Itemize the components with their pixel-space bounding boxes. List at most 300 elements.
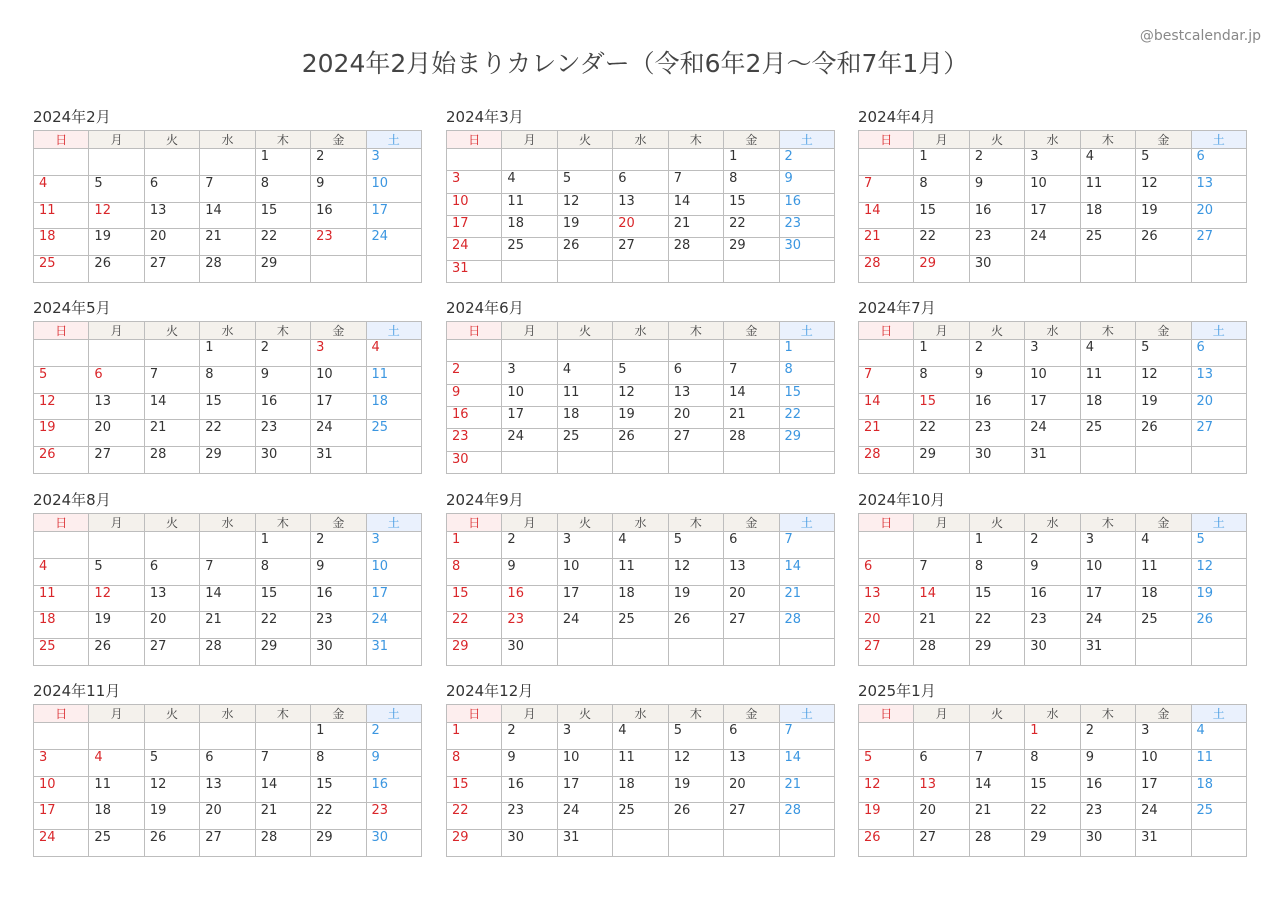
day-cell: 6 xyxy=(724,723,779,750)
empty-cell xyxy=(89,340,144,367)
week-row xyxy=(447,340,835,362)
day-cell: 2 xyxy=(969,149,1024,176)
day-cell: 17 xyxy=(366,585,421,612)
day-cell: 21 xyxy=(859,229,914,256)
day-cell: 29 xyxy=(969,639,1024,666)
day-cell: 22 xyxy=(779,406,834,428)
day-cell: 21 xyxy=(969,803,1024,830)
weekday-cell: 月 xyxy=(502,705,557,723)
weekday-cell: 日 xyxy=(34,705,89,723)
day-cell: 25 xyxy=(1080,420,1135,447)
day-cell: 24 xyxy=(311,420,366,447)
day-cell: 12 xyxy=(89,202,144,229)
day-cell: 16 xyxy=(502,585,557,612)
day-cell: 30 xyxy=(969,447,1024,474)
weekday-cell: 火 xyxy=(144,514,199,532)
empty-cell xyxy=(1191,830,1246,857)
day-cell: 27 xyxy=(200,830,255,857)
month-calendar xyxy=(446,108,835,283)
day-cell: 8 xyxy=(914,175,969,202)
month-label: 2024年12月 xyxy=(446,682,534,700)
day-cell: 20 xyxy=(724,776,779,803)
day-cell: 29 xyxy=(311,830,366,857)
day-cell: 4 xyxy=(366,340,421,367)
day-cell: 18 xyxy=(1080,393,1135,420)
empty-cell xyxy=(200,723,255,750)
empty-cell xyxy=(144,149,199,176)
day-cell: 4 xyxy=(1136,532,1191,559)
day-cell: 18 xyxy=(89,803,144,830)
day-cell: 5 xyxy=(613,362,668,384)
week-row xyxy=(34,149,422,176)
day-cell: 12 xyxy=(557,193,612,215)
day-cell: 6 xyxy=(859,558,914,585)
day-cell: 22 xyxy=(724,215,779,237)
empty-cell xyxy=(668,451,723,473)
weekday-cell: 金 xyxy=(1136,322,1191,340)
day-cell: 16 xyxy=(969,202,1024,229)
week-row xyxy=(447,639,835,666)
day-cell: 6 xyxy=(144,558,199,585)
day-cell: 11 xyxy=(502,193,557,215)
day-cell: 18 xyxy=(1136,585,1191,612)
day-cell: 25 xyxy=(34,256,89,283)
week-row xyxy=(859,229,1247,256)
weekday-cell: 日 xyxy=(34,131,89,149)
day-cell: 31 xyxy=(1080,639,1135,666)
weekday-cell: 土 xyxy=(366,131,421,149)
day-cell: 12 xyxy=(1191,558,1246,585)
weekday-cell: 火 xyxy=(969,131,1024,149)
day-cell: 15 xyxy=(255,585,310,612)
day-cell: 3 xyxy=(366,149,421,176)
empty-cell xyxy=(859,723,914,750)
day-cell: 31 xyxy=(311,447,366,474)
day-cell: 17 xyxy=(311,393,366,420)
day-cell: 14 xyxy=(859,202,914,229)
day-cell: 3 xyxy=(502,362,557,384)
day-cell: 19 xyxy=(1136,393,1191,420)
weekday-cell: 日 xyxy=(34,514,89,532)
day-cell: 7 xyxy=(969,749,1024,776)
day-cell: 7 xyxy=(859,366,914,393)
day-cell: 21 xyxy=(668,215,723,237)
day-cell: 16 xyxy=(969,393,1024,420)
month-label: 2024年10月 xyxy=(858,491,946,509)
day-cell: 13 xyxy=(859,585,914,612)
week-row xyxy=(447,429,835,451)
day-cell: 1 xyxy=(447,723,502,750)
day-cell: 18 xyxy=(34,229,89,256)
day-cell: 26 xyxy=(1136,420,1191,447)
week-row xyxy=(447,384,835,406)
week-row xyxy=(34,723,422,750)
weekday-cell: 水 xyxy=(200,322,255,340)
day-cell: 22 xyxy=(200,420,255,447)
empty-cell xyxy=(34,532,89,559)
day-cell: 23 xyxy=(311,612,366,639)
day-cell: 24 xyxy=(447,238,502,260)
day-cell: 28 xyxy=(200,639,255,666)
day-cell: 6 xyxy=(613,171,668,193)
day-cell: 12 xyxy=(1136,366,1191,393)
day-cell: 14 xyxy=(724,384,779,406)
empty-cell xyxy=(859,340,914,367)
day-cell: 22 xyxy=(311,803,366,830)
day-cell: 10 xyxy=(366,558,421,585)
empty-cell xyxy=(89,532,144,559)
weekday-cell: 金 xyxy=(724,131,779,149)
day-cell: 8 xyxy=(447,558,502,585)
empty-cell xyxy=(724,260,779,282)
day-cell: 8 xyxy=(969,558,1024,585)
month-label: 2024年6月 xyxy=(446,299,524,317)
day-cell: 25 xyxy=(613,803,668,830)
week-row xyxy=(34,366,422,393)
empty-cell xyxy=(144,723,199,750)
weekday-cell: 木 xyxy=(668,322,723,340)
day-cell: 27 xyxy=(144,256,199,283)
empty-cell xyxy=(724,639,779,666)
week-row xyxy=(859,340,1247,367)
day-cell: 20 xyxy=(144,612,199,639)
empty-cell xyxy=(969,723,1024,750)
empty-cell xyxy=(89,723,144,750)
day-cell: 2 xyxy=(779,149,834,171)
day-cell: 20 xyxy=(1191,202,1246,229)
weekday-header xyxy=(447,131,835,149)
weekday-cell: 土 xyxy=(779,322,834,340)
day-cell: 1 xyxy=(914,340,969,367)
day-cell: 16 xyxy=(311,585,366,612)
week-row xyxy=(859,585,1247,612)
day-cell: 2 xyxy=(502,723,557,750)
day-cell: 14 xyxy=(859,393,914,420)
day-cell: 9 xyxy=(255,366,310,393)
day-cell: 18 xyxy=(366,393,421,420)
day-cell: 11 xyxy=(613,749,668,776)
day-cell: 1 xyxy=(311,723,366,750)
day-cell: 7 xyxy=(914,558,969,585)
day-cell: 4 xyxy=(34,558,89,585)
day-cell: 26 xyxy=(89,639,144,666)
month-label: 2024年3月 xyxy=(446,108,524,126)
weekday-cell: 水 xyxy=(200,514,255,532)
week-row xyxy=(859,256,1247,283)
week-row xyxy=(34,229,422,256)
day-cell: 25 xyxy=(34,639,89,666)
empty-cell xyxy=(1191,256,1246,283)
month-calendar xyxy=(858,491,1247,666)
week-row xyxy=(447,362,835,384)
day-cell: 20 xyxy=(89,420,144,447)
weekday-header xyxy=(859,514,1247,532)
day-cell: 30 xyxy=(1080,830,1135,857)
day-cell: 26 xyxy=(668,612,723,639)
weekday-cell: 金 xyxy=(1136,514,1191,532)
day-cell: 4 xyxy=(1080,149,1135,176)
day-cell: 15 xyxy=(1025,776,1080,803)
day-cell: 17 xyxy=(1025,202,1080,229)
weekday-cell: 火 xyxy=(557,514,612,532)
weekday-cell: 日 xyxy=(447,131,502,149)
day-cell: 1 xyxy=(914,149,969,176)
day-cell: 8 xyxy=(255,175,310,202)
weekday-header xyxy=(447,322,835,340)
day-cell: 14 xyxy=(144,393,199,420)
day-cell: 3 xyxy=(557,532,612,559)
day-cell: 28 xyxy=(969,830,1024,857)
day-cell: 23 xyxy=(311,229,366,256)
day-cell: 14 xyxy=(779,749,834,776)
day-cell: 19 xyxy=(613,406,668,428)
day-cell: 29 xyxy=(447,639,502,666)
week-row xyxy=(447,215,835,237)
page-title: 2024年2月始まりカレンダー（令和6年2月〜令和7年1月） xyxy=(301,49,969,78)
weekday-cell: 土 xyxy=(1191,322,1246,340)
weekday-cell: 金 xyxy=(724,705,779,723)
weekday-cell: 金 xyxy=(724,514,779,532)
weekday-header xyxy=(34,322,422,340)
week-row xyxy=(34,830,422,857)
empty-cell xyxy=(779,451,834,473)
day-cell: 17 xyxy=(557,776,612,803)
day-cell: 1 xyxy=(447,532,502,559)
day-cell: 12 xyxy=(1136,175,1191,202)
weekday-cell: 火 xyxy=(969,514,1024,532)
week-row xyxy=(34,639,422,666)
day-cell: 11 xyxy=(557,384,612,406)
month-table xyxy=(33,704,422,857)
day-cell: 5 xyxy=(859,749,914,776)
day-cell: 26 xyxy=(668,803,723,830)
day-cell: 17 xyxy=(502,406,557,428)
day-cell: 27 xyxy=(89,447,144,474)
day-cell: 4 xyxy=(613,532,668,559)
day-cell: 3 xyxy=(1025,340,1080,367)
day-cell: 7 xyxy=(668,171,723,193)
empty-cell xyxy=(1191,639,1246,666)
weekday-cell: 土 xyxy=(1191,705,1246,723)
empty-cell xyxy=(366,256,421,283)
day-cell: 23 xyxy=(447,429,502,451)
weekday-cell: 火 xyxy=(144,705,199,723)
day-cell: 9 xyxy=(447,384,502,406)
day-cell: 23 xyxy=(1080,803,1135,830)
day-cell: 16 xyxy=(255,393,310,420)
day-cell: 27 xyxy=(668,429,723,451)
empty-cell xyxy=(34,723,89,750)
day-cell: 1 xyxy=(255,532,310,559)
month-table xyxy=(446,321,835,474)
day-cell: 15 xyxy=(447,776,502,803)
empty-cell xyxy=(668,830,723,857)
weekday-cell: 木 xyxy=(255,131,310,149)
day-cell: 15 xyxy=(969,585,1024,612)
day-cell: 9 xyxy=(502,558,557,585)
day-cell: 6 xyxy=(89,366,144,393)
day-cell: 26 xyxy=(1136,229,1191,256)
day-cell: 7 xyxy=(859,175,914,202)
week-row xyxy=(447,532,835,559)
day-cell: 19 xyxy=(557,215,612,237)
day-cell: 11 xyxy=(89,776,144,803)
month-label: 2024年5月 xyxy=(33,299,111,317)
day-cell: 9 xyxy=(1025,558,1080,585)
empty-cell xyxy=(502,260,557,282)
weekday-cell: 木 xyxy=(668,705,723,723)
weekday-cell: 木 xyxy=(668,131,723,149)
day-cell: 15 xyxy=(724,193,779,215)
day-cell: 29 xyxy=(255,256,310,283)
empty-cell xyxy=(613,830,668,857)
empty-cell xyxy=(1136,256,1191,283)
day-cell: 22 xyxy=(969,612,1024,639)
day-cell: 21 xyxy=(200,612,255,639)
weekday-cell: 金 xyxy=(311,705,366,723)
day-cell: 20 xyxy=(914,803,969,830)
day-cell: 4 xyxy=(34,175,89,202)
weekday-cell: 日 xyxy=(859,131,914,149)
empty-cell xyxy=(502,340,557,362)
month-table xyxy=(446,513,835,666)
week-row xyxy=(34,612,422,639)
day-cell: 12 xyxy=(859,776,914,803)
day-cell: 9 xyxy=(779,171,834,193)
day-cell: 31 xyxy=(1136,830,1191,857)
weekday-header xyxy=(34,131,422,149)
week-row xyxy=(34,447,422,474)
day-cell: 10 xyxy=(311,366,366,393)
day-cell: 15 xyxy=(255,202,310,229)
weekday-header xyxy=(859,705,1247,723)
empty-cell xyxy=(668,340,723,362)
empty-cell xyxy=(779,639,834,666)
day-cell: 25 xyxy=(557,429,612,451)
day-cell: 4 xyxy=(1191,723,1246,750)
day-cell: 5 xyxy=(89,558,144,585)
day-cell: 13 xyxy=(200,776,255,803)
day-cell: 6 xyxy=(1191,340,1246,367)
day-cell: 13 xyxy=(724,558,779,585)
day-cell: 28 xyxy=(779,612,834,639)
week-row xyxy=(859,558,1247,585)
weekday-cell: 土 xyxy=(779,514,834,532)
day-cell: 5 xyxy=(1136,340,1191,367)
weekday-header xyxy=(859,322,1247,340)
day-cell: 13 xyxy=(914,776,969,803)
empty-cell xyxy=(914,723,969,750)
day-cell: 27 xyxy=(859,639,914,666)
weekday-cell: 土 xyxy=(1191,514,1246,532)
empty-cell xyxy=(366,447,421,474)
day-cell: 20 xyxy=(144,229,199,256)
week-row xyxy=(447,149,835,171)
day-cell: 28 xyxy=(668,238,723,260)
day-cell: 3 xyxy=(311,340,366,367)
week-row xyxy=(34,803,422,830)
day-cell: 20 xyxy=(668,406,723,428)
day-cell: 10 xyxy=(1136,749,1191,776)
day-cell: 10 xyxy=(1025,366,1080,393)
day-cell: 6 xyxy=(724,532,779,559)
weekday-cell: 火 xyxy=(557,131,612,149)
day-cell: 21 xyxy=(779,585,834,612)
weekday-cell: 土 xyxy=(779,131,834,149)
day-cell: 19 xyxy=(859,803,914,830)
month-label: 2024年4月 xyxy=(858,108,936,126)
week-row xyxy=(447,723,835,750)
day-cell: 7 xyxy=(144,366,199,393)
empty-cell xyxy=(668,639,723,666)
weekday-cell: 月 xyxy=(914,322,969,340)
weekday-cell: 土 xyxy=(779,705,834,723)
month-calendar xyxy=(446,491,835,666)
weekday-header xyxy=(34,705,422,723)
day-cell: 10 xyxy=(1080,558,1135,585)
week-row xyxy=(859,776,1247,803)
day-cell: 8 xyxy=(724,171,779,193)
day-cell: 30 xyxy=(311,639,366,666)
day-cell: 4 xyxy=(502,171,557,193)
empty-cell xyxy=(1136,447,1191,474)
day-cell: 1 xyxy=(1025,723,1080,750)
day-cell: 7 xyxy=(779,532,834,559)
weekday-cell: 木 xyxy=(668,514,723,532)
empty-cell xyxy=(557,451,612,473)
weekday-cell: 水 xyxy=(200,131,255,149)
day-cell: 21 xyxy=(779,776,834,803)
day-cell: 12 xyxy=(89,585,144,612)
weekday-cell: 月 xyxy=(89,705,144,723)
day-cell: 10 xyxy=(34,776,89,803)
week-row xyxy=(447,406,835,428)
day-cell: 5 xyxy=(89,175,144,202)
day-cell: 31 xyxy=(447,260,502,282)
empty-cell xyxy=(502,451,557,473)
weekday-cell: 火 xyxy=(557,705,612,723)
day-cell: 17 xyxy=(366,202,421,229)
day-cell: 14 xyxy=(255,776,310,803)
day-cell: 28 xyxy=(144,447,199,474)
week-row xyxy=(34,585,422,612)
weekday-cell: 日 xyxy=(859,514,914,532)
day-cell: 29 xyxy=(779,429,834,451)
weekday-cell: 木 xyxy=(255,322,310,340)
weekday-cell: 水 xyxy=(1025,514,1080,532)
day-cell: 8 xyxy=(779,362,834,384)
weekday-cell: 火 xyxy=(969,705,1024,723)
weekday-cell: 月 xyxy=(502,322,557,340)
day-cell: 17 xyxy=(34,803,89,830)
day-cell: 22 xyxy=(914,229,969,256)
day-cell: 2 xyxy=(502,532,557,559)
day-cell: 28 xyxy=(200,256,255,283)
day-cell: 27 xyxy=(914,830,969,857)
day-cell: 11 xyxy=(1080,175,1135,202)
week-row xyxy=(447,193,835,215)
week-row xyxy=(859,830,1247,857)
day-cell: 30 xyxy=(447,451,502,473)
day-cell: 8 xyxy=(255,558,310,585)
day-cell: 20 xyxy=(200,803,255,830)
day-cell: 19 xyxy=(668,776,723,803)
day-cell: 30 xyxy=(1025,639,1080,666)
day-cell: 26 xyxy=(557,238,612,260)
day-cell: 11 xyxy=(1191,749,1246,776)
month-label: 2024年11月 xyxy=(33,682,121,700)
day-cell: 2 xyxy=(1080,723,1135,750)
